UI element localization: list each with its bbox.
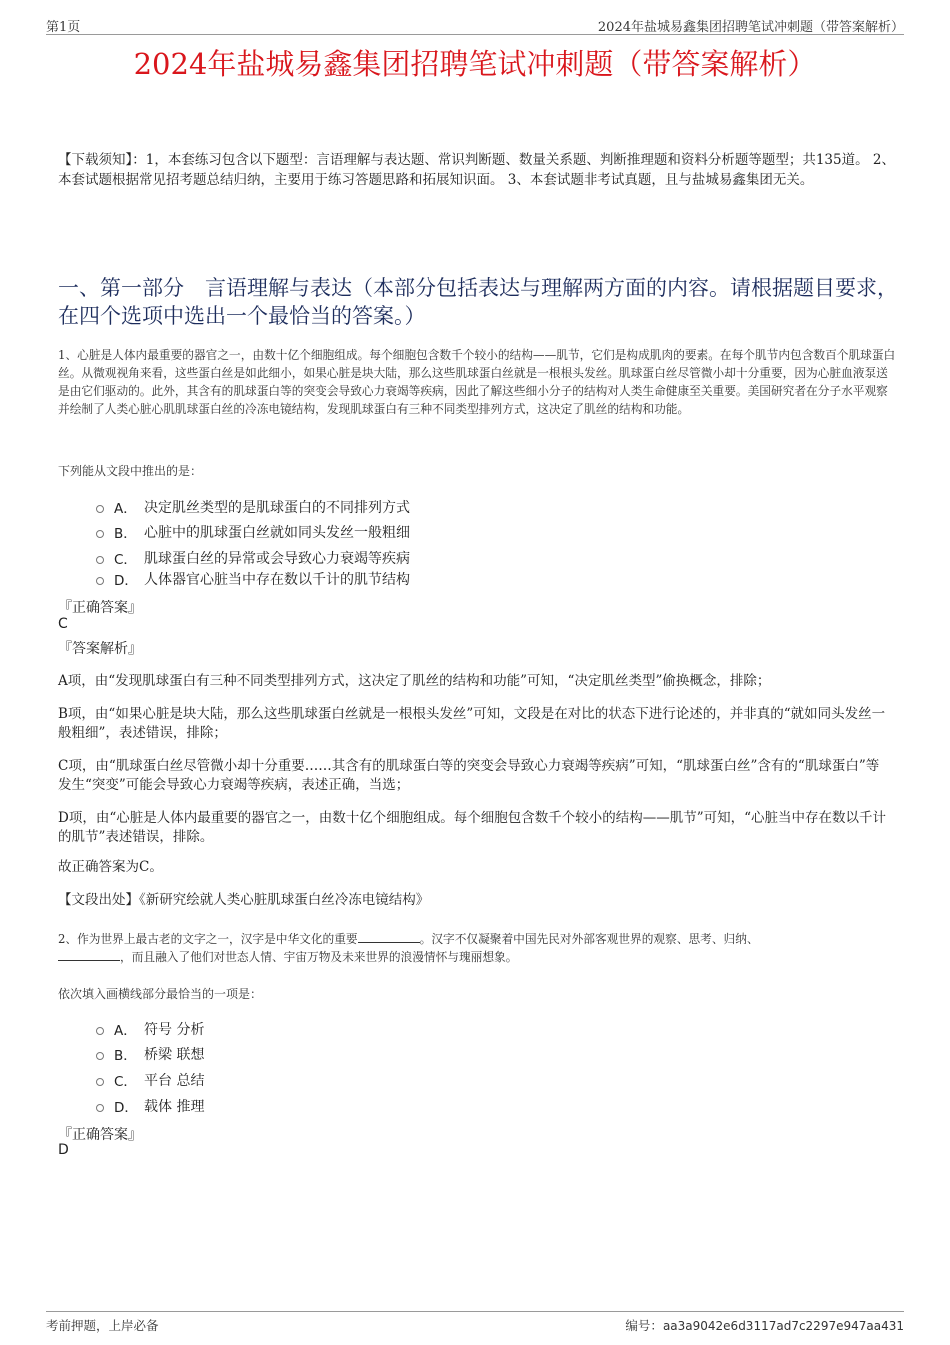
q2-stem-part3: ，而且融入了他们对世态人情、宇宙万物及未来世界的浪漫情怀与瑰丽想象。 — [120, 950, 518, 964]
q2-answer: D — [58, 1142, 69, 1158]
option-key: C． — [114, 1074, 137, 1090]
fill-blank[interactable] — [358, 931, 420, 943]
q1-option-c[interactable] — [96, 548, 410, 568]
q2-stem-part1: 2、作为世界上最古老的文字之一，汉字是中华文化的重要 — [58, 932, 358, 946]
header-doc-title: 2024年盐城易鑫集团招聘笔试冲刺题（带答案解析） — [597, 20, 904, 35]
q2-stem-part2: 。汉字不仅凝聚着中国先民对外部客观世界的观察、思考、归纳、 — [419, 932, 759, 946]
page-footer — [46, 1311, 904, 1336]
q2-prompt: 依次填入画横线部分最恰当的一项是： — [58, 987, 263, 1001]
radio-icon[interactable] — [96, 577, 104, 585]
option-key: A． — [114, 501, 137, 517]
q2-stem — [58, 930, 896, 966]
radio-icon[interactable] — [96, 530, 104, 538]
q2-option-d[interactable] — [96, 1096, 204, 1116]
option-key: B． — [114, 526, 137, 542]
option-text: 人体器官心脏当中存在数以千计的肌节结构 — [144, 572, 410, 588]
code-value: aa3a9042e6d3117ad7c2297e947aa431 — [662, 1319, 904, 1333]
q2-option-c[interactable] — [96, 1070, 204, 1090]
page-number: 第1页 — [46, 20, 81, 35]
q1-answer: C — [58, 616, 68, 632]
q2-option-b[interactable] — [96, 1044, 204, 1064]
q1-answer-label: 『正确答案』 — [58, 600, 142, 616]
q1-option-a[interactable] — [96, 497, 410, 517]
option-text: 肌球蛋白丝的异常或会导致心力衰竭等疾病 — [144, 551, 410, 567]
q1-analysis-a: A项，由“发现肌球蛋白有三种不同类型排列方式，这决定了肌丝的结构和功能”可知，“决定肌丝类型”偷换概念，排除； — [58, 673, 771, 689]
section-heading: 一、第一部分 言语理解与表达（本部分包括表达与理解两方面的内容。请根据题目要求，在四个选项中选出一个最恰当的答案。） — [58, 276, 898, 328]
q1-conclusion: 故正确答案为C。 — [58, 859, 163, 875]
q1-analysis-label: 『答案解析』 — [58, 641, 142, 657]
option-key: A． — [114, 1023, 137, 1039]
q1-analysis-b: B项，由“如果心脏是块大陆，那么这些肌球蛋白丝就是一根根头发丝”可知，文段是在对比的状态下进行论述的，并非真的“就如同头发丝一般粗细”，表述错误，排除； — [58, 706, 886, 741]
option-key: D． — [114, 573, 138, 589]
option-key: D． — [114, 1100, 138, 1116]
option-text: 载体 推理 — [144, 1099, 205, 1115]
q1-stem: 1、心脏是人体内最重要的器官之一，由数十亿个细胞组成。每个细胞包含数千个较小的结构——肌节，它们是构成肌肉的要素。在每个肌节内包含数百个肌球蛋白丝。从微观视角来看，这些蛋白丝是如此细小，如果心脏是块大陆，那么这些肌球蛋白丝就是一根根头发丝。肌球蛋白丝尽管微小却十分重要，因为心脏血液泵送是由它们驱动的。此外，其含有的肌球蛋白等的突变会导致心力衰竭等疾病，因此了解这些细小分子的结构对人类生命健康至关重要。美国研究者在分子水平观察并绘制了人类心脏心肌肌球蛋白丝的冷冻电镜结构，发现肌球蛋白有三种不同类型排列方式，这决定了肌丝的结构和功能。 — [58, 348, 896, 416]
option-key: C． — [114, 552, 137, 568]
radio-icon[interactable] — [96, 505, 104, 513]
q1-analysis-c: C项，由“肌球蛋白丝尽管微小却十分重要……其含有的肌球蛋白等的突变会导致心力衰竭等疾病”可知，“肌球蛋白丝”含有的“肌球蛋白”等发生“突变”可能会导致心力衰竭等疾病，表述正确，当选； — [58, 758, 880, 793]
page-header — [46, 14, 904, 35]
q1-analysis-d: D项，由“心脏是人体内最重要的器官之一，由数十亿个细胞组成。每个细胞包含数千个较小的结构——肌节”可知，“心脏当中存在数以千计的肌节”表述错误，排除。 — [58, 810, 887, 845]
q1-source: 【文段出处】《新研究绘就人类心脏肌球蛋白丝冷冻电镜结构》 — [58, 892, 430, 908]
radio-icon[interactable] — [96, 1104, 104, 1112]
radio-icon[interactable] — [96, 556, 104, 564]
q1-option-b[interactable] — [96, 522, 410, 542]
option-text: 决定肌丝类型的是肌球蛋白的不同排列方式 — [144, 500, 410, 516]
option-key: B． — [114, 1048, 137, 1064]
option-text: 心脏中的肌球蛋白丝就如同头发丝一般粗细 — [144, 525, 410, 541]
radio-icon[interactable] — [96, 1052, 104, 1060]
q1-prompt: 下列能从文段中推出的是： — [58, 464, 203, 478]
radio-icon[interactable] — [96, 1078, 104, 1086]
footer-code — [625, 1316, 904, 1334]
option-text: 符号 分析 — [144, 1022, 205, 1038]
code-label: 编号： — [625, 1318, 663, 1333]
q1-option-d[interactable] — [96, 569, 410, 589]
fill-blank[interactable] — [58, 949, 120, 961]
page-title: 2024年盐城易鑫集团招聘笔试冲刺题（带答案解析） — [133, 47, 817, 81]
option-text: 桥梁 联想 — [144, 1047, 205, 1063]
radio-icon[interactable] — [96, 1027, 104, 1035]
q2-option-a[interactable] — [96, 1019, 204, 1039]
option-text: 平台 总结 — [144, 1073, 205, 1089]
footer-slogan: 考前押题，上岸必备 — [46, 1318, 159, 1333]
download-notice: 【下载须知】：1，本套练习包含以下题型：言语理解与表达题、常识判断题、数量关系题、判断推理题和资料分析题等题型；共135道。 2、本套试题根据常见招考题总结归纳，主要用于练习答题思路和拓展知识面。 3、本套试题非考试真题，且与盐城易鑫集团无关。 — [58, 152, 895, 188]
q2-answer-label: 『正确答案』 — [58, 1127, 142, 1143]
